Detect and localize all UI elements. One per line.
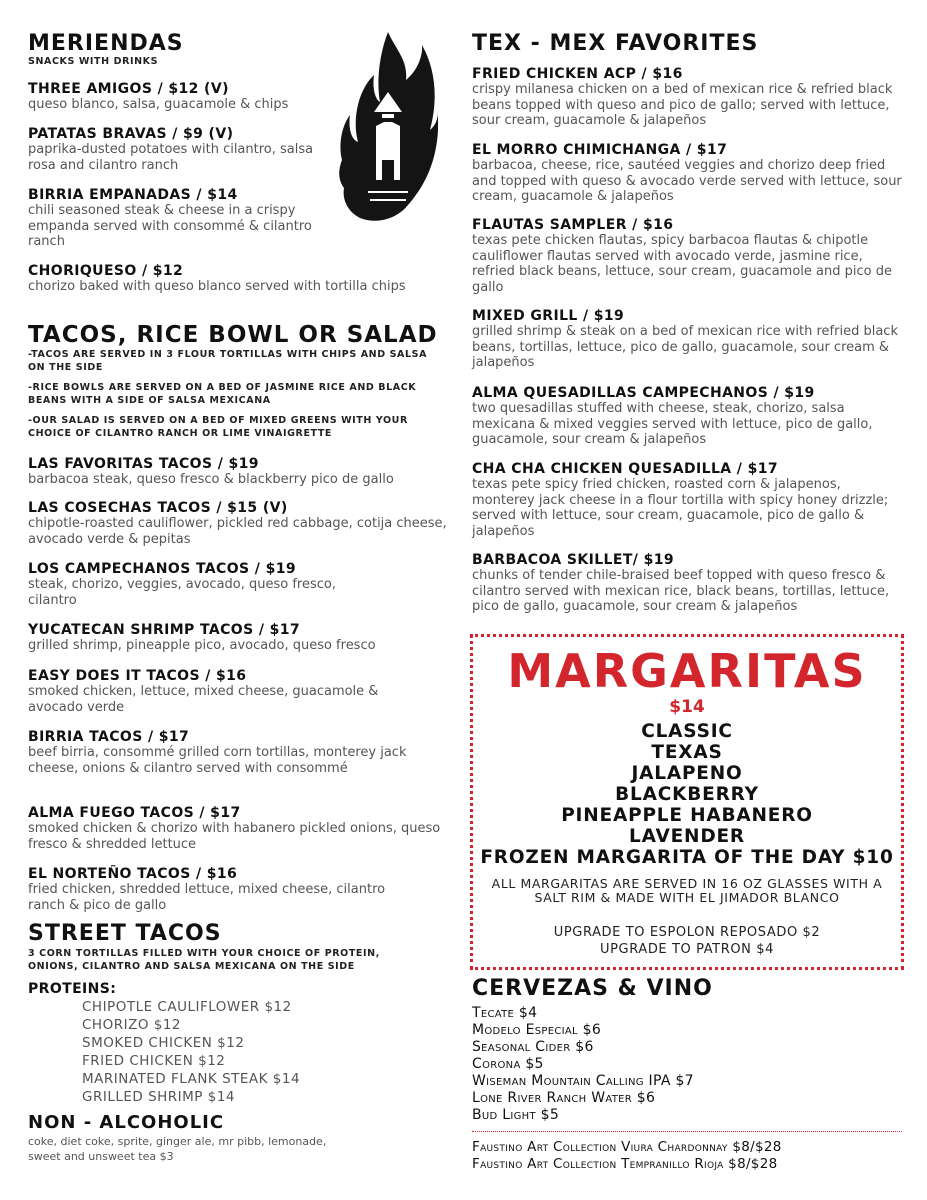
item-desc: beef birria, consommé grilled corn tortillas, monterey jack cheese, onions & cilantro served with consommé [28,745,407,776]
item-desc: texas pete chicken flautas, spicy barbacoa flautas & chipotle cauliflower flautas served with avocado verde, jasmine rice, refried black beans, lettuce, sour cream, guacamole and pico de gallo [472,233,892,295]
upgrade-patron: UPGRADE TO PATRON $4 [600,942,774,957]
protein-item: SMOKED CHICKEN $12 [82,1035,245,1051]
item-name: BIRRIA TACOS / $17 [28,729,190,745]
menu-item [28,263,438,295]
protein-item: FRIED CHICKEN $12 [82,1053,226,1069]
tacos-title: TACOS, RICE BOWL OR SALAD [28,322,438,348]
flavor-item: LAVENDER [629,826,745,847]
margaritas-note: ALL MARGARITAS ARE SERVED IN 16 OZ GLASSES WITH A SALT RIM & MADE WITH EL JIMADOR BLANCO [491,876,883,905]
margaritas-box [470,634,904,970]
menu-item [28,668,428,715]
menu-item [28,187,343,250]
proteins-label-text: PROTEINS: [28,981,117,997]
beer-item: Corona $5 [472,1056,544,1072]
tacos-note: -RICE BOWLS ARE SERVED ON A BED OF JASMINE RICE AND BLACK BEANS WITH A SIDE OF SALSA MEXICANA [28,382,417,406]
tacos-note: -TACOS ARE SERVED IN 3 FLOUR TORTILLAS WITH CHIPS AND SALSA ON THE SIDE [28,349,428,373]
proteins-label [28,981,458,997]
item-desc: chipotle-roasted cauliflower, pickled red cabbage, cotija cheese, avocado verde & pepitas [28,516,447,547]
flavor-item: JALAPENO [631,763,743,784]
item-name: BARBACOA SKILLET/ $19 [472,552,675,568]
item-desc: crispy milanesa chicken on a bed of mexican rice & refried black beans topped with queso and pico de gallo; served with lettuce, sour cream, guacamole & jalapeños [472,82,893,128]
cervezas-title: CERVEZAS & VINO [472,976,713,1001]
item-desc: grilled shrimp & steak on a bed of mexican rice with refried black beans, tortillas, lettuce, pico de gallo, guacamole, sour cream & jalapeños [472,324,898,370]
menu-item [28,500,448,547]
menu-item [28,729,428,776]
item-name: CHA CHA CHICKEN QUESADILLA / $17 [472,461,779,477]
item-desc: chunks of tender chile-braised beef topped with queso fresco & cilantro served with mexican rice, black beans, tortillas, lettuce, pico de gallo, guacamole, sour cream & jalapeños [472,568,890,614]
item-name: EASY DOES IT TACOS / $16 [28,668,247,684]
item-name: BIRRIA EMPANADAS / $14 [28,187,238,203]
menu-item [472,66,902,129]
meriendas-title: MERIENDAS [28,31,184,56]
flavor-item: PINEAPPLE HABANERO [561,805,813,826]
margaritas-title: MARGARITAS [507,644,867,698]
menu-item [472,217,902,295]
beer-item: Wiseman Mountain Calling IPA $7 [472,1073,694,1089]
margaritas-flavors [473,721,901,868]
item-desc: barbacoa steak, queso fresco & blackberry pico de gallo [28,472,394,487]
wine-item: Faustino Art Collection Viura Chardonnay $8/$28 [472,1139,782,1155]
tacos-note: -OUR SALAD IS SERVED ON A BED OF MIXED GREENS WITH YOUR CHOICE OF CILANTRO RANCH OR LIME VINAIGRETTE [28,415,408,439]
menu-item [472,461,902,539]
item-name: LAS COSECHAS TACOS / $15 (V) [28,500,288,516]
menu-item [472,385,902,448]
menu-item [28,126,328,173]
protein-item: CHORIZO $12 [82,1017,181,1033]
protein-item: MARINATED FLANK STEAK $14 [82,1071,301,1087]
item-name: LOS CAMPECHANOS TACOS / $19 [28,561,296,577]
item-name: THREE AMIGOS / $12 (V) [28,81,229,97]
street-subtitle: 3 CORN TORTILLAS FILLED WITH YOUR CHOICE OF PROTEIN, ONIONS, CILANTRO AND SALSA MEXICANA ON THE SIDE [28,948,380,972]
item-name: MIXED GRILL / $19 [472,308,625,324]
item-desc: paprika-dusted potatoes with cilantro, salsa rosa and cilantro ranch [28,142,314,173]
beer-item: Tecate $4 [472,1005,538,1021]
menu-item [28,866,388,913]
texmex-title: TEX - MEX FAVORITES [472,31,759,56]
protein-item: GRILLED SHRIMP $14 [82,1089,236,1105]
flame-icon [338,30,438,225]
beer-item: Lone River Ranch Water $6 [472,1090,656,1106]
item-name: EL MORRO CHIMICHANGA / $17 [472,142,728,158]
item-name: EL NORTEÑO TACOS / $16 [28,866,238,882]
menu-item [28,456,458,488]
upgrade-espolon: UPGRADE TO ESPOLON REPOSADO $2 [553,925,821,940]
item-desc: steak, chorizo, veggies, avocado, queso fresco, cilantro [28,577,336,608]
item-name: FRIED CHICKEN ACP / $16 [472,66,683,82]
item-desc: chorizo baked with queso blanco served with tortilla chips [28,279,406,294]
protein-item: CHIPOTLE CAULIFLOWER $12 [82,999,292,1015]
flavor-item: FROZEN MARGARITA OF THE DAY $10 [480,847,894,868]
item-name: FLAUTAS SAMPLER / $16 [472,217,674,233]
item-desc: texas pete spicy fried chicken, roasted corn & jalapenos, monterey jack cheese in a flour tortilla with spicy honey drizzle; served with lettuce, sour cream, guacamole, pico de gallo & jalapeños [472,477,889,539]
item-desc: chili seasoned steak & cheese in a crispy empanda served with consommé & cilantro ranch [28,203,312,249]
street-title: STREET TACOS [28,921,222,946]
item-name: LAS FAVORITAS TACOS / $19 [28,456,259,472]
item-desc: fried chicken, shredded lettuce, mixed cheese, cilantro ranch & pico de gallo [28,882,386,913]
meriendas-subtitle: SNACKS WITH DRINKS [28,56,159,67]
flavor-item: BLACKBERRY [615,784,759,805]
menu-item [28,622,458,654]
item-desc: smoked chicken & chorizo with habanero pickled onions, queso fresco & shredded lettuce [28,821,441,852]
menu-item [472,308,902,371]
item-desc: two quesadillas stuffed with cheese, steak, chorizo, salsa mexicana & mixed veggies served with lettuce, pico de gallo, guacamole, sour cream & jalapeños [472,401,873,447]
item-name: ALMA FUEGO TACOS / $17 [28,805,241,821]
menu-item [28,561,388,608]
divider [472,1131,902,1132]
menu-item [472,552,902,615]
item-name: ALMA QUESADILLAS CAMPECHANOS / $19 [472,385,815,401]
nonalc-title: NON - ALCOHOLIC [28,1112,225,1133]
nonalc-desc: coke, diet coke, sprite, ginger ale, mr pibb, lemonade, sweet and unsweet tea $3 [28,1135,327,1163]
menu-item [472,142,902,205]
menu-item [28,805,458,852]
item-desc: barbacoa, cheese, rice, sautéed veggies and chorizo deep fried and topped with queso & avocado verde served with lettuce, sour cream, guacamole & jalapeños [472,158,902,204]
flavor-item: CLASSIC [641,721,733,742]
item-name: CHORIQUESO / $12 [28,263,184,279]
beer-item: Bud Light $5 [472,1107,560,1123]
wine-item: Faustino Art Collection Tempranillo Rioja $8/$28 [472,1156,778,1172]
item-name: YUCATECAN SHRIMP TACOS / $17 [28,622,301,638]
beer-item: Modelo Especial $6 [472,1022,602,1038]
flavor-item: TEXAS [651,742,723,763]
menu-item [28,81,338,113]
beer-item: Seasonal Cider $6 [472,1039,594,1055]
item-desc: smoked chicken, lettuce, mixed cheese, guacamole & avocado verde [28,684,379,715]
item-name: PATATAS BRAVAS / $9 (V) [28,126,234,142]
item-desc: grilled shrimp, pineapple pico, avocado, queso fresco [28,638,376,653]
margaritas-price: $14 [669,697,705,717]
item-desc: queso blanco, salsa, guacamole & chips [28,97,289,112]
